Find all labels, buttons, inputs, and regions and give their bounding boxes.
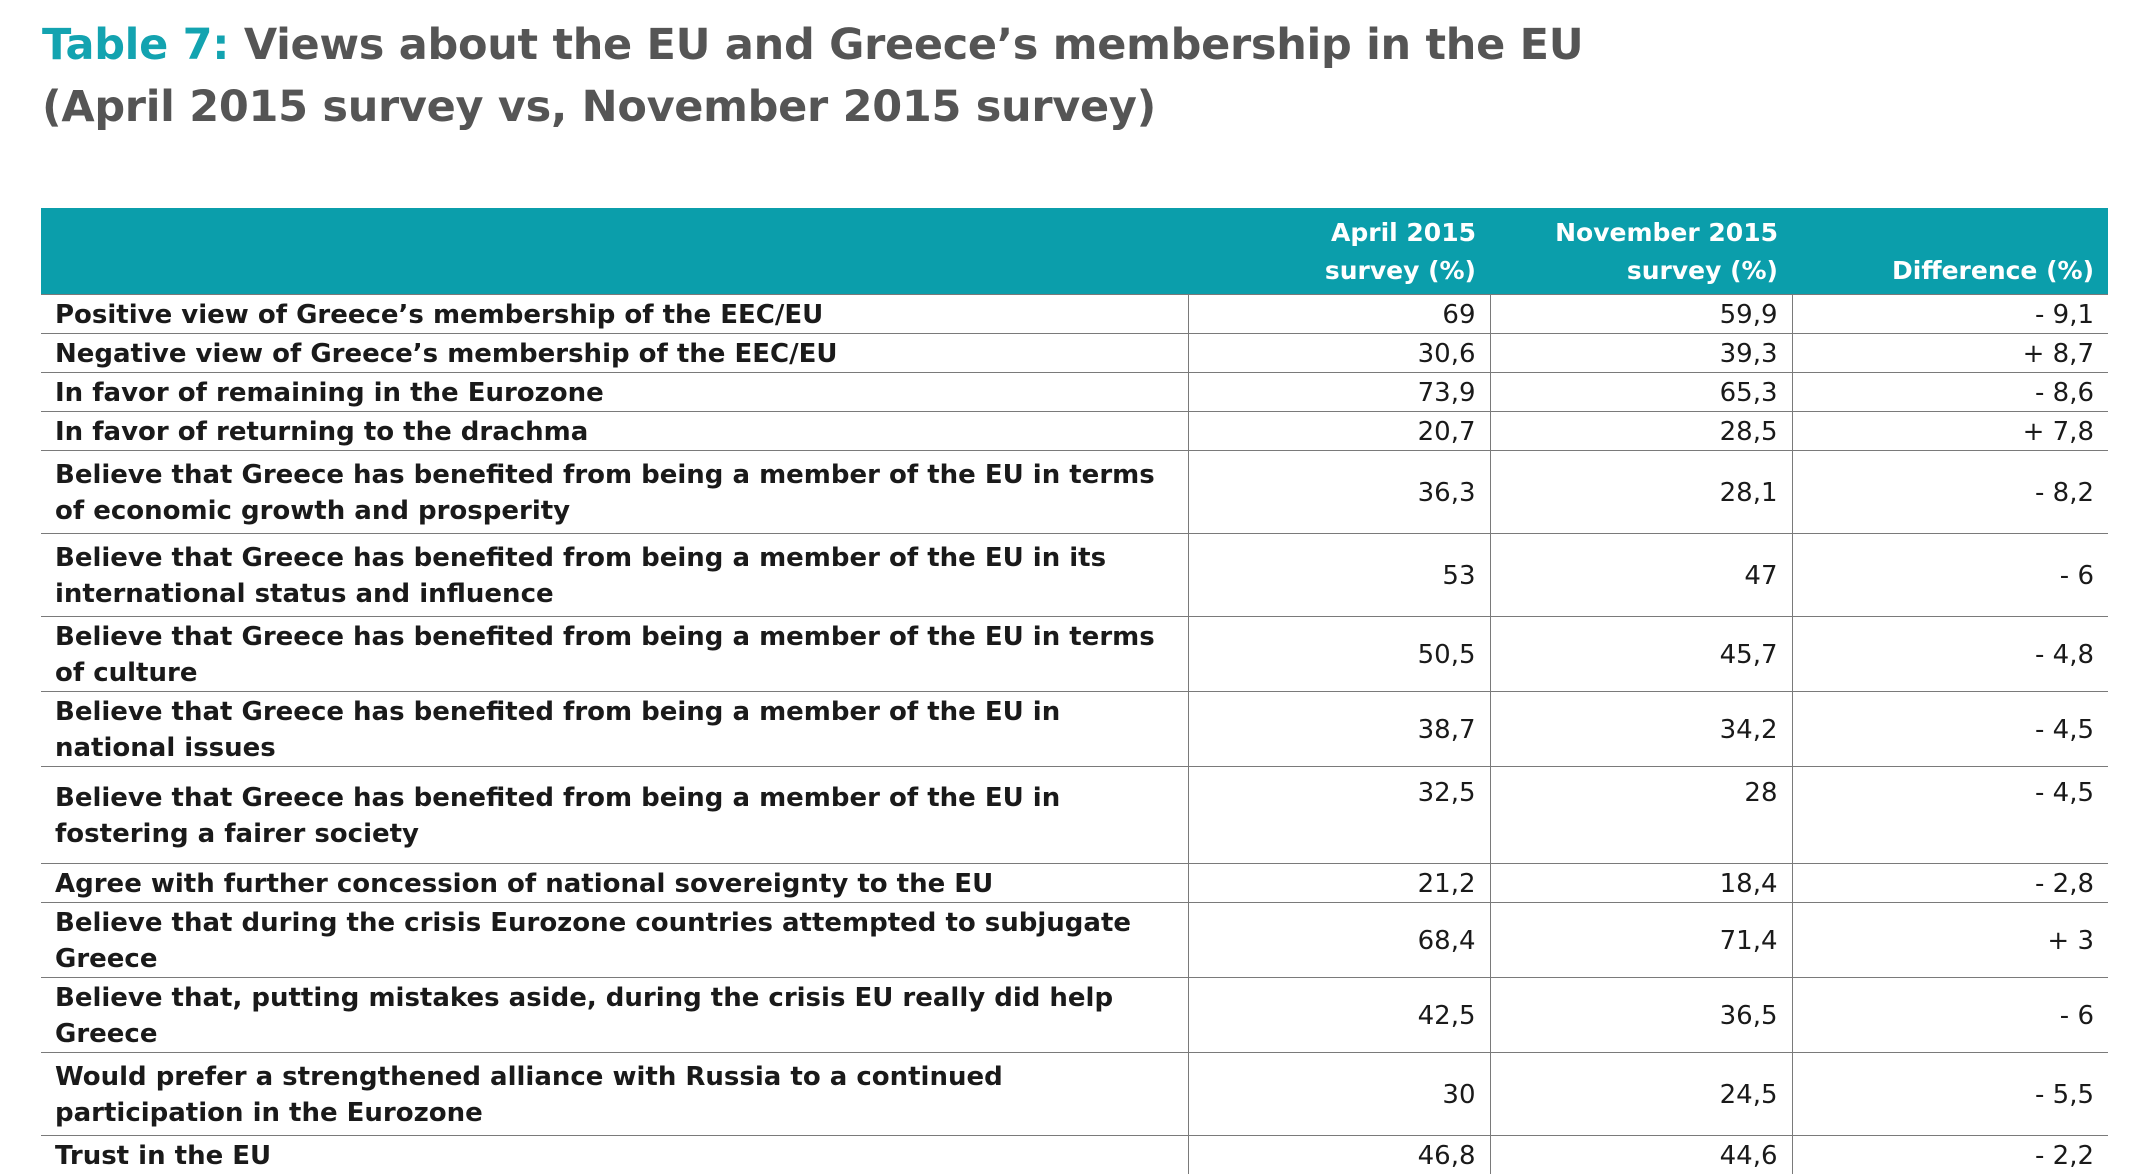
table-title-line2: (April 2015 survey vs, November 2015 survey): [42, 82, 1156, 132]
cell-november: 28: [1490, 767, 1792, 864]
row-label: Would prefer a strengthened alliance with Russia to a continued participation in the Eurozone: [41, 1053, 1188, 1136]
table-title-line1: Views about the EU and Greece’s membership in the EU: [244, 20, 1583, 70]
table-row: [41, 692, 2108, 767]
cell-april: 69: [1188, 295, 1490, 334]
row-label: In favor of remaining in the Eurozone: [41, 373, 1188, 412]
cell-april: 21,2: [1188, 864, 1490, 903]
row-label: Trust in the EU: [41, 1136, 1188, 1174]
cell-april: 42,5: [1188, 978, 1490, 1053]
cell-april: 53: [1188, 534, 1490, 617]
table-row: [41, 617, 2108, 692]
table-row: [41, 373, 2108, 412]
table-title: [42, 14, 1583, 138]
header-april-line2: survey (%): [1325, 256, 1476, 285]
table-row: [41, 295, 2108, 334]
header-november-2015: [1490, 208, 1792, 295]
row-label: Believe that Greece has benefited from being a member of the EU in its international status and influence: [41, 534, 1188, 617]
header-november-line2: survey (%): [1627, 256, 1778, 285]
cell-november: 39,3: [1490, 334, 1792, 373]
cell-difference: - 6: [1792, 978, 2108, 1053]
row-label: Positive view of Greece’s membership of the EEC/EU: [41, 295, 1188, 334]
header-difference: Difference (%): [1792, 208, 2108, 295]
cell-november: 45,7: [1490, 617, 1792, 692]
cell-november: 44,6: [1490, 1136, 1792, 1174]
table-row: [41, 451, 2108, 534]
cell-april: 46,8: [1188, 1136, 1490, 1174]
cell-difference: - 9,1: [1792, 295, 2108, 334]
cell-april: 30,6: [1188, 334, 1490, 373]
header-april-2015: [1188, 208, 1490, 295]
table-row: [41, 903, 2108, 978]
table-row: [41, 978, 2108, 1053]
row-label: In favor of returning to the drachma: [41, 412, 1188, 451]
row-label: Agree with further concession of national sovereignty to the EU: [41, 864, 1188, 903]
cell-difference: + 7,8: [1792, 412, 2108, 451]
cell-difference: - 8,2: [1792, 451, 2108, 534]
cell-difference: + 8,7: [1792, 334, 2108, 373]
cell-april: 30: [1188, 1053, 1490, 1136]
row-label: Negative view of Greece’s membership of the EEC/EU: [41, 334, 1188, 373]
cell-difference: - 5,5: [1792, 1053, 2108, 1136]
cell-april: 32,5: [1188, 767, 1490, 864]
header-november-line1: November 2015: [1555, 218, 1778, 247]
cell-november: 47: [1490, 534, 1792, 617]
cell-november: 28,1: [1490, 451, 1792, 534]
cell-april: 68,4: [1188, 903, 1490, 978]
header-april-line1: April 2015: [1331, 218, 1476, 247]
table-row: [41, 864, 2108, 903]
cell-difference: - 4,5: [1792, 767, 2108, 864]
cell-november: 34,2: [1490, 692, 1792, 767]
cell-november: 18,4: [1490, 864, 1792, 903]
table-row: [41, 1053, 2108, 1136]
row-label: Believe that Greece has benefited from being a member of the EU in fostering a fairer society: [41, 767, 1188, 864]
survey-table: [41, 208, 2108, 1174]
table-row: [41, 534, 2108, 617]
row-label: Believe that Greece has benefited from being a member of the EU in terms of economic growth and prosperity: [41, 451, 1188, 534]
table-header-row: [41, 208, 2108, 295]
row-label: Believe that Greece has benefited from being a member of the EU in terms of culture: [41, 617, 1188, 692]
cell-difference: - 2,2: [1792, 1136, 2108, 1174]
table-row: [41, 1136, 2108, 1174]
table-row: [41, 412, 2108, 451]
cell-difference: - 8,6: [1792, 373, 2108, 412]
cell-difference: + 3: [1792, 903, 2108, 978]
cell-november: 36,5: [1490, 978, 1792, 1053]
cell-difference: - 2,8: [1792, 864, 2108, 903]
table-row: [41, 334, 2108, 373]
cell-april: 20,7: [1188, 412, 1490, 451]
table-row: [41, 767, 2108, 864]
cell-november: 28,5: [1490, 412, 1792, 451]
row-label: Believe that during the crisis Eurozone countries attempted to subjugate Greece: [41, 903, 1188, 978]
table-number-label: Table 7:: [42, 20, 229, 70]
cell-april: 50,5: [1188, 617, 1490, 692]
cell-april: 38,7: [1188, 692, 1490, 767]
cell-difference: - 4,5: [1792, 692, 2108, 767]
cell-difference: - 6: [1792, 534, 2108, 617]
row-label: Believe that Greece has benefited from being a member of the EU in national issues: [41, 692, 1188, 767]
header-label: [41, 208, 1188, 295]
cell-april: 73,9: [1188, 373, 1490, 412]
row-label: Believe that, putting mistakes aside, during the crisis EU really did help Greece: [41, 978, 1188, 1053]
cell-november: 24,5: [1490, 1053, 1792, 1136]
cell-difference: - 4,8: [1792, 617, 2108, 692]
cell-november: 59,9: [1490, 295, 1792, 334]
cell-november: 65,3: [1490, 373, 1792, 412]
cell-april: 36,3: [1188, 451, 1490, 534]
cell-november: 71,4: [1490, 903, 1792, 978]
